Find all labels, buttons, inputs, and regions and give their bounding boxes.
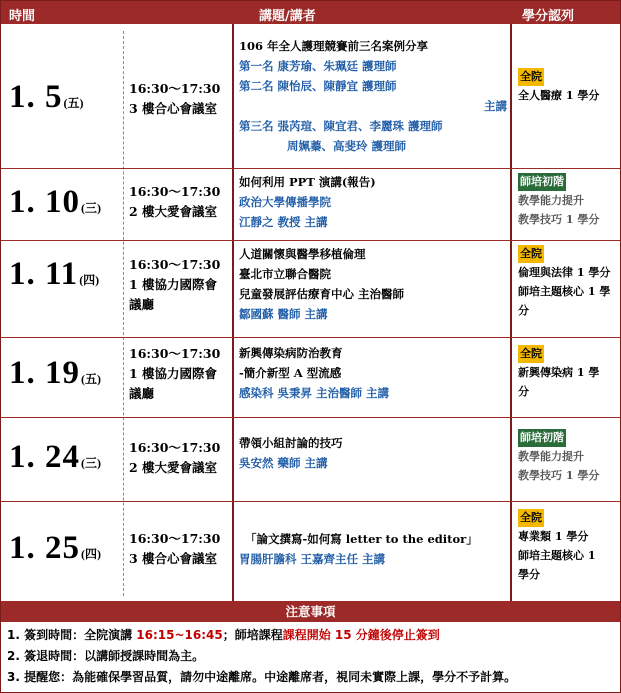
speaker-line: 吳安然 藥師 主講 [239, 456, 328, 470]
session-time-place [129, 344, 227, 404]
session-topic [239, 244, 507, 324]
session-place: 3 樓合心會議室 [129, 101, 218, 116]
session-time: 16:30～17:30 [129, 440, 221, 455]
session-time-place [129, 79, 227, 119]
session-date: 1. 5(五) [9, 79, 84, 115]
note-highlight: 課程開始 15 分鐘後停止簽到 [282, 628, 440, 642]
notes-title: 注意事項 [1, 601, 620, 622]
topic-line: 106 年全人護理競賽前三名案例分享 [239, 39, 429, 53]
credit-line: 專業類 1 學分 [518, 530, 589, 543]
header-topic: 講題/講者 [259, 9, 316, 24]
session-topic [239, 433, 507, 473]
credit-tag: 全院 [518, 509, 544, 527]
session-time-place [129, 255, 227, 315]
note-item [7, 625, 516, 646]
session-time: 16:30～17:30 [129, 184, 221, 199]
session-credit [518, 508, 618, 584]
session-time: 16:30～17:30 [129, 257, 221, 272]
session-place: 1 樓協力國際會議廳 [129, 277, 218, 312]
topic-line: 臺北市立聯合醫院 [239, 267, 331, 281]
session-place: 3 樓合心會議室 [129, 551, 218, 566]
session-topic [239, 343, 507, 403]
credit-tag: 全院 [518, 245, 544, 263]
table-row [1, 241, 620, 337]
speaker-line: 第三名 張芮瑄、陳宜君、李麗珠 護理師 [239, 119, 443, 133]
table-row [1, 169, 620, 240]
table-header [1, 1, 620, 24]
speaker-line: 胃腸肝膽科 王嘉齊主任 主講 [239, 552, 386, 566]
note-item: 3. 提醒您：為能確保學習品質，請勿中途離席。中途離席者，視同未實際上課，學分不予計算。 [7, 670, 517, 684]
speaker-line: 鄒國蘇 醫師 主講 [239, 307, 328, 321]
speaker-line: 第二名 陳怡辰、陳靜宜 護理師 [239, 79, 397, 93]
credit-line: 師培主題核心 1 學 [518, 285, 611, 298]
credit-line: 師培主題核心 1 [518, 549, 596, 562]
session-credit [518, 67, 618, 105]
speaker-role: 主講 [484, 99, 507, 113]
table-row [1, 338, 620, 417]
note-item: 2. 簽退時間：以講師授課時間為主。 [7, 649, 205, 663]
header-credit: 學分認列 [522, 9, 575, 24]
credit-line: 教學技巧 1 學分 [518, 213, 600, 226]
session-place: 2 樓大愛會議室 [129, 204, 218, 219]
session-time-place [129, 529, 227, 569]
topic-line: 如何利用 PPT 演講(報告) [239, 175, 376, 189]
topic-line: 帶領小組討論的技巧 [239, 436, 343, 450]
credit-line: 全人醫療 1 學分 [518, 89, 600, 102]
session-credit [518, 344, 618, 401]
session-time: 16:30～17:30 [129, 346, 221, 361]
credit-tag: 全院 [518, 68, 544, 86]
topic-line: -簡介新型 A 型流感 [239, 366, 342, 380]
credit-line: 教學技巧 1 學分 [518, 469, 600, 482]
speaker-line: 第一名 康芳瑜、朱珮廷 護理師 [239, 59, 397, 73]
credit-line: 教學能力提升 [518, 450, 584, 463]
credit-tag: 師培初階 [518, 173, 566, 191]
credit-line: 倫理與法律 1 學分 [518, 266, 611, 279]
session-date: 1. 19(五) [9, 355, 101, 391]
session-date: 1. 24(三) [9, 439, 101, 475]
session-time: 16:30～17:30 [129, 531, 221, 546]
session-credit [518, 172, 618, 229]
notes-list [7, 625, 516, 688]
note-highlight: 16:15~16:45 [136, 628, 223, 642]
speaker-line: 江靜之 教授 主講 [239, 215, 328, 229]
session-place: 2 樓大愛會議室 [129, 460, 218, 475]
speaker-line: 周姵蓁、高斐玲 護理師 [287, 139, 407, 153]
note-text: 1. 簽到時間：全院演講 [7, 628, 137, 642]
session-topic [239, 172, 507, 232]
table-row [1, 418, 620, 501]
credit-tag: 師培初階 [518, 429, 566, 447]
credit-line: 分 [518, 385, 529, 398]
note-text: ；師培課程 [222, 628, 283, 642]
session-time-place [129, 438, 227, 478]
session-time: 16:30～17:30 [129, 81, 221, 96]
speaker-line: 感染科 吳秉昇 主治醫師 主講 [239, 386, 390, 400]
session-credit [518, 428, 618, 485]
topic-line: 兒童發展評估療育中心 主治醫師 [239, 287, 405, 301]
session-topic [239, 36, 507, 156]
table-row [1, 24, 620, 168]
session-place: 1 樓協力國際會議廳 [129, 366, 218, 401]
credit-line: 新興傳染病 1 學 [518, 366, 600, 379]
topic-line: 新興傳染病防治教育 [239, 346, 343, 360]
speaker-line: 政治大學傳播學院 [239, 195, 331, 209]
credit-tag: 全院 [518, 345, 544, 363]
session-topic [239, 529, 513, 569]
session-credit [518, 244, 618, 320]
credit-line: 分 [518, 304, 529, 317]
topic-line: 人道關懷與醫學移植倫理 [239, 247, 366, 261]
session-date: 1. 25(四) [9, 530, 101, 566]
session-date: 1. 10(三) [9, 184, 101, 220]
session-date: 1. 11(四) [9, 256, 100, 292]
credit-line: 學分 [518, 568, 540, 581]
topic-line: 「論文撰寫-如何寫 letter to the editor」 [245, 532, 478, 546]
credit-line: 教學能力提升 [518, 194, 584, 207]
session-time-place [129, 182, 227, 222]
table-row [1, 502, 620, 601]
header-time: 時間 [9, 9, 36, 24]
